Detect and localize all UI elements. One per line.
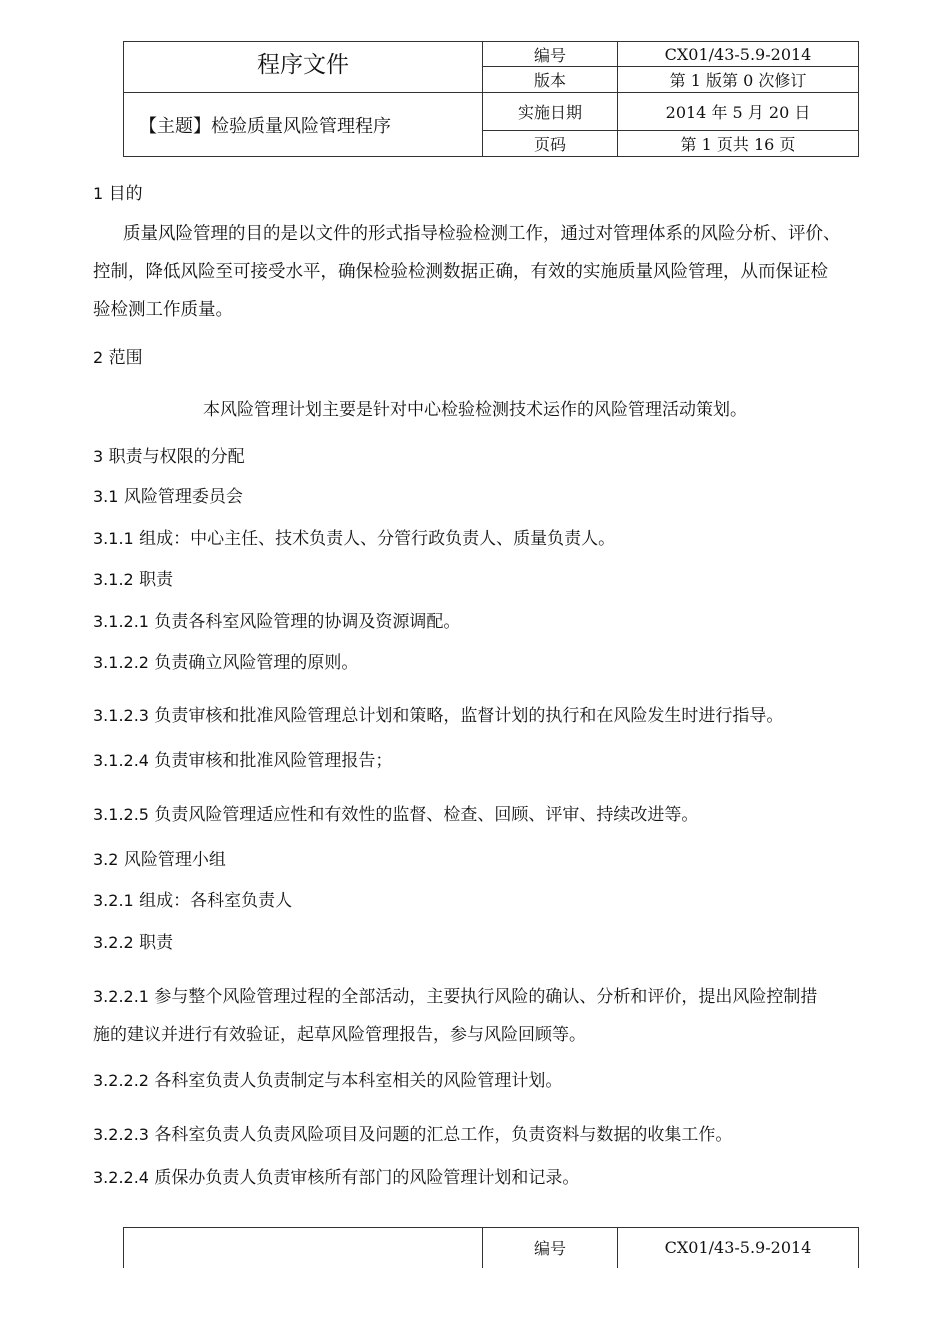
section-heading: 2 范围 [93,348,143,368]
code-value: CX01/43-5.9-2014 [618,42,859,67]
version-value: 第 1 版第 0 次修订 [618,67,859,93]
clause-continuation: 施的建议并进行有效验证，起草风险管理报告，参与风险回顾等。 [93,1025,586,1045]
page-label: 页码 [483,131,618,157]
document-subject: 【主题】检验质量风险管理程序 [124,93,483,157]
subsection-heading: 3.2 风险管理小组 [93,850,226,870]
page-value: 第 1 页共 16 页 [618,131,859,157]
clause-item: 3.2.2 职责 [93,933,174,953]
clause-item: 3.1.1 组成：中心主任、技术负责人、分管行政负责人、质量负责人。 [93,529,616,549]
clause-item: 3.2.1 组成：各科室负责人 [93,891,293,911]
code-value: CX01/43-5.9-2014 [618,1228,859,1268]
clause-item: 3.2.2.3 各科室负责人负责风险项目及问题的汇总工作，负责资料与数据的收集工作。 [93,1125,733,1145]
code-label: 编号 [483,42,618,67]
clause-item: 3.2.2.1 参与整个风险管理过程的全部活动，主要执行风险的确认、分析和评价，提出风险控制措 [93,987,818,1007]
clause-item: 3.2.2.2 各科室负责人负责制定与本科室相关的风险管理计划。 [93,1071,563,1091]
section-paragraph: 质量风险管理的目的是以文件的形式指导检验检测工作，通过对管理体系的风险分析、评价、 控制，降低风险至可接受水平，确保检验检测数据正确，有效的实施质量风险管理，从而保证检 验检测工作质量。 [93,224,841,320]
clause-item: 3.1.2 职责 [93,570,174,590]
clause-item: 3.1.2.2 负责确立风险管理的原则。 [93,653,359,673]
effective-date-value: 2014 年 5 月 20 日 [618,93,859,131]
effective-date-label: 实施日期 [483,93,618,131]
document-header-table [123,41,859,157]
next-header-title-cell [124,1228,483,1268]
section-heading: 3 职责与权限的分配 [93,447,245,467]
clause-item: 3.1.2.5 负责风险管理适应性和有效性的监督、检查、回顾、评审、持续改进等。 [93,805,699,825]
section-heading: 1 目的 [93,184,143,204]
clause-item: 3.1.2.3 负责审核和批准风险管理总计划和策略，监督计划的执行和在风险发生时进行指导。 [93,706,784,726]
section-paragraph: 本风险管理计划主要是针对中心检验检测技术运作的风险管理活动策划。 [203,400,747,420]
code-label: 编号 [483,1228,618,1268]
clause-item: 3.1.2.4 负责审核和批准风险管理报告； [93,751,393,771]
document-type-title: 程序文件 [124,42,483,93]
subsection-heading: 3.1 风险管理委员会 [93,487,243,507]
version-label: 版本 [483,67,618,93]
clause-item: 3.2.2.4 质保办负责人负责审核所有部门的风险管理计划和记录。 [93,1168,580,1188]
next-page-header-table [123,1227,859,1268]
clause-item: 3.1.2.1 负责各科室风险管理的协调及资源调配。 [93,612,461,632]
